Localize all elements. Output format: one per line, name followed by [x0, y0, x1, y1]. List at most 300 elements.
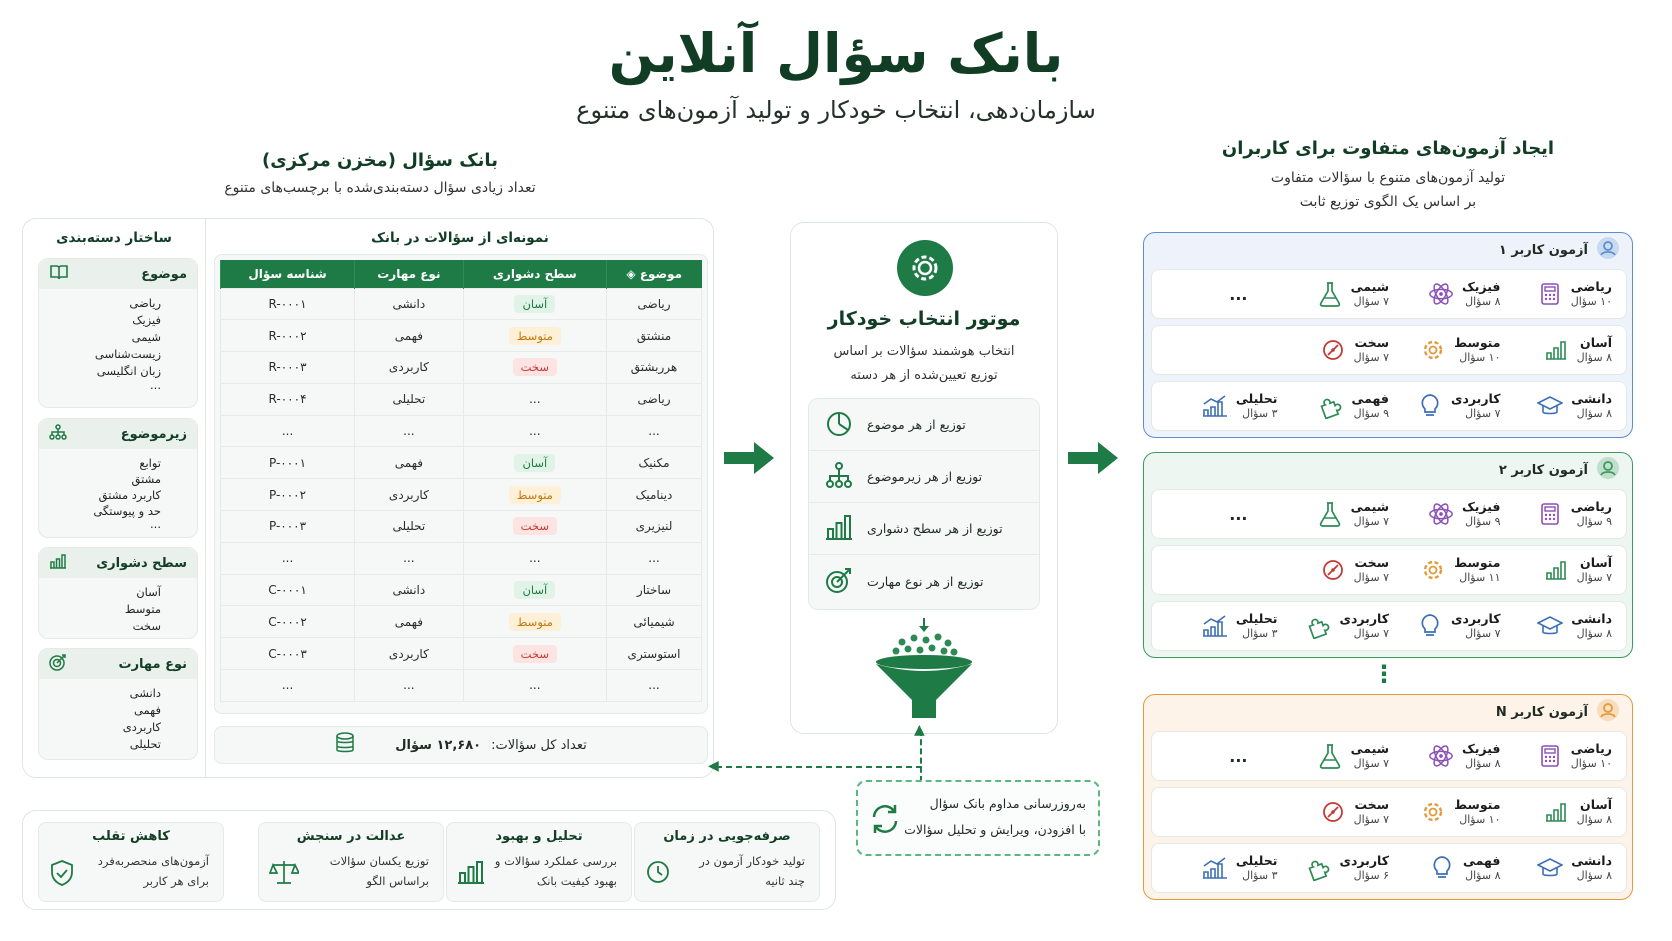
table-row — [221, 415, 702, 447]
exam-cell — [1501, 279, 1613, 309]
cell-skill: ... — [355, 415, 464, 447]
chart-icon — [1202, 613, 1228, 639]
exam-cell — [1501, 611, 1613, 641]
table-row — [221, 288, 702, 320]
exam-cell-label: کاربردی — [1339, 853, 1389, 868]
table-header-skill: نوع مهارت — [355, 260, 464, 288]
table-row — [221, 542, 702, 574]
chart-icon — [1202, 855, 1228, 881]
total-bar — [214, 726, 708, 764]
update-line-2: با افزودن، ویرایش و تحلیل سؤالات — [904, 822, 1086, 837]
bars-icon — [1543, 799, 1569, 825]
exam-cell-count: ۹ سؤال — [1465, 515, 1501, 528]
exams-heading: ایجاد آزمون‌های متفاوت برای کاربران — [1221, 138, 1555, 159]
exams-sub-1: تولید آزمون‌های متنوع با سؤالات متفاوت — [1270, 170, 1506, 186]
benefit-line: برای هر کاربر — [143, 874, 209, 888]
category-item: توابع — [139, 456, 161, 470]
category-item: کاربرد مشتق — [98, 488, 161, 502]
exam-cell-count: ۳ سؤال — [1242, 869, 1278, 882]
cell-difficulty — [463, 638, 606, 670]
database-icon — [335, 732, 355, 758]
exam-cell-text — [1571, 279, 1612, 309]
exam-row — [1151, 843, 1627, 893]
cell-skill: دانشی — [355, 288, 464, 320]
flask-icon — [1317, 501, 1343, 527]
table-row — [221, 320, 702, 352]
exam-cell-count: ۱۱ سؤال — [1459, 571, 1501, 584]
user-avatar-icon — [1596, 236, 1620, 264]
cell-skill: تحلیلی — [355, 511, 464, 543]
exam-cell — [1166, 747, 1278, 766]
exam-cell-count: ۳ سؤال — [1242, 627, 1278, 640]
exam-cell-label: دانشی — [1571, 853, 1612, 868]
benefit-line: براساس الگو — [366, 874, 429, 888]
cell-subject: ... — [607, 542, 702, 574]
shield-icon — [49, 859, 75, 891]
cell-subject: منشتق — [607, 320, 702, 352]
exam-cell — [1389, 499, 1501, 529]
table-row — [221, 574, 702, 606]
more-ellipsis: ... — [1229, 504, 1248, 524]
exam-row — [1151, 381, 1627, 431]
cell-id: R-۰۰۰۲ — [221, 320, 355, 352]
category-item: ... — [150, 378, 161, 392]
cell-difficulty — [463, 447, 606, 479]
bank-heading: بانک سؤال (مخزن مرکزی) — [262, 150, 498, 171]
cap-icon — [1537, 855, 1563, 881]
cell-difficulty: ... — [463, 383, 606, 415]
cell-skill: فهمی — [355, 447, 464, 479]
exam-cell-label: شیمی — [1350, 499, 1389, 514]
exam-cell-label: ریاضی — [1570, 279, 1612, 294]
exam-cell — [1166, 611, 1278, 641]
cell-difficulty: ... — [463, 542, 606, 574]
exam-cell-label: تحلیلی — [1235, 853, 1278, 868]
bar-chart-icon — [49, 553, 67, 573]
table-header-subject: موضوع ◈ — [607, 260, 702, 288]
exam-cell-count: ۱۰ سؤال — [1570, 295, 1612, 308]
cell-id: C-۰۰۰۳ — [221, 638, 355, 670]
exam-cell-label: فهمی — [1463, 853, 1501, 868]
cell-subject: استوستری — [607, 638, 702, 670]
bank-subheading: تعداد زیادی سؤال دسته‌بندی‌شده با برچسب‌های متنوع — [224, 180, 536, 196]
exam-cell-label: فیزیک — [1461, 279, 1501, 294]
gear-icon — [1420, 337, 1446, 363]
difficulty-badge: سخت — [513, 358, 557, 376]
hierarchy-icon — [49, 424, 67, 444]
engine-gear-icon — [897, 240, 953, 296]
cell-id: C-۰۰۰۲ — [221, 606, 355, 638]
exam-cell-text — [1236, 391, 1278, 421]
gear-icon — [1420, 557, 1446, 583]
cell-skill: تحلیلی — [355, 383, 464, 415]
exam-cell — [1166, 285, 1278, 304]
exam-cell — [1278, 797, 1390, 827]
tag-icon: ◈ — [626, 266, 636, 281]
exam-row — [1151, 269, 1627, 319]
category-item: زبان انگلیسی — [96, 364, 161, 378]
difficulty-badge: آسان — [514, 295, 555, 313]
exam-card-header — [1144, 233, 1632, 267]
cell-subject: دینامیک — [607, 479, 702, 511]
category-card-subject — [38, 258, 198, 408]
table-row — [221, 383, 702, 415]
exam-title: آزمون کاربر N — [1495, 704, 1588, 720]
cap-icon — [1537, 393, 1563, 419]
exam-card-header — [1144, 453, 1632, 487]
exam-cell — [1501, 853, 1613, 883]
exam-cell-text — [1354, 335, 1389, 365]
exam-cell-label: متوسط — [1454, 797, 1501, 812]
exam-cell-count: ۷ سؤال — [1353, 813, 1389, 826]
exam-cell-text — [1571, 499, 1612, 529]
gauge-icon — [1320, 557, 1346, 583]
exam-cell — [1389, 741, 1501, 771]
cell-subject: ریاضی — [607, 383, 702, 415]
table-row — [221, 447, 702, 479]
benefit-line: چند ثانیه — [765, 874, 805, 888]
exam-cell-text — [1462, 499, 1501, 529]
total-value: ۱۲,۶۸۰ سؤال — [395, 737, 482, 753]
difficulty-badge: آسان — [514, 581, 555, 599]
gauge-icon — [1320, 337, 1346, 363]
exam-cell-count: ۳ سؤال — [1242, 407, 1278, 420]
arrow-left-icon: ◀ — [708, 758, 719, 774]
category-item: فیزیک — [132, 313, 161, 327]
exam-cell-text — [1454, 555, 1500, 585]
exam-cell — [1278, 335, 1390, 365]
cell-subject: شیمیائی — [607, 606, 702, 638]
exam-card-header — [1144, 695, 1632, 729]
exam-cell — [1389, 335, 1501, 365]
cell-skill: کاربردی — [355, 352, 464, 384]
page-title: بانک سؤال آنلاین — [608, 22, 1064, 85]
exam-cell-label: دانشی — [1571, 391, 1612, 406]
exam-cell-label: فهمی — [1351, 391, 1389, 406]
benefit-line: تولید خودکار آزمون در — [699, 854, 805, 868]
category-item: ریاضی — [129, 296, 161, 310]
exam-cell-label: آسان — [1580, 797, 1612, 812]
exam-card — [1143, 232, 1633, 438]
calc-icon — [1537, 743, 1563, 769]
category-item: تحلیلی — [129, 737, 161, 751]
cell-skill: ... — [355, 670, 464, 702]
exam-cell-label: تحلیلی — [1235, 611, 1278, 626]
total-label: تعداد کل سؤالات: — [491, 737, 587, 753]
benefit-card — [634, 822, 820, 902]
exam-title: آزمون کاربر ۲ — [1498, 462, 1588, 478]
exams-sub-2: بر اساس یک الگوی توزیع ثابت — [1299, 194, 1477, 210]
exam-cell-count: ۸ سؤال — [1576, 869, 1612, 882]
exam-cell-text — [1577, 335, 1612, 365]
exam-cell — [1278, 279, 1390, 309]
cell-difficulty: ... — [463, 415, 606, 447]
category-card-subtopic — [38, 418, 198, 538]
atom-icon — [1428, 281, 1454, 307]
cell-skill: دانشی — [355, 574, 464, 606]
book-icon — [49, 264, 69, 284]
exam-cell — [1389, 797, 1501, 827]
cell-subject: ... — [607, 670, 702, 702]
engine-desc-2: توزیع تعیین‌شده از هر دسته — [850, 368, 998, 383]
exam-cell-text — [1454, 797, 1500, 827]
arrow-right-icon — [724, 440, 776, 480]
calc-icon — [1537, 501, 1563, 527]
cell-id: R-۰۰۰۳ — [221, 352, 355, 384]
cell-subject: مکنیک — [607, 447, 702, 479]
exam-cell-text — [1354, 555, 1389, 585]
puzzle-icon — [1306, 613, 1332, 639]
benefit-line: بهبود کیفیت بانک — [536, 874, 617, 888]
exam-cell-text — [1462, 279, 1501, 309]
cell-id: ... — [221, 670, 355, 702]
exam-row — [1151, 325, 1627, 375]
distribution-item: توزیع از هر زیرموضوع — [809, 451, 1039, 503]
difficulty-badge: سخت — [513, 517, 557, 535]
exam-cell-count: ۷ سؤال — [1353, 627, 1389, 640]
exam-cell — [1278, 853, 1390, 883]
category-label: زیرموضوع — [120, 426, 187, 442]
exam-cell-count: ۷ سؤال — [1353, 295, 1389, 308]
bulb-icon — [1429, 855, 1455, 881]
category-card-difficulty — [38, 547, 198, 639]
puzzle-icon — [1306, 855, 1332, 881]
exam-cell-text — [1451, 611, 1501, 641]
exam-title: آزمون کاربر ۱ — [1498, 242, 1588, 258]
exam-cell-count: ۹ سؤال — [1353, 407, 1389, 420]
exam-cell — [1166, 853, 1278, 883]
exam-cell-count: ۷ سؤال — [1353, 515, 1389, 528]
exam-cell-count: ۱۰ سؤال — [1459, 351, 1501, 364]
exam-cell-label: ریاضی — [1570, 741, 1612, 756]
exam-cell-label: ریاضی — [1570, 499, 1612, 514]
category-item: دانشی — [129, 686, 161, 700]
table-row — [221, 606, 702, 638]
category-item: شیمی — [131, 330, 161, 344]
exam-cell — [1501, 797, 1613, 827]
exam-cell-count: ۹ سؤال — [1576, 515, 1612, 528]
exam-cell-label: دانشی — [1571, 611, 1612, 626]
cell-difficulty — [463, 352, 606, 384]
cell-subject: ریاضی — [607, 288, 702, 320]
cell-difficulty — [463, 511, 606, 543]
exam-cell-text — [1577, 555, 1612, 585]
exam-cell-count: ۷ سؤال — [1353, 571, 1389, 584]
exam-cell-label: شیمی — [1350, 279, 1389, 294]
cell-subject: هرربشتق — [607, 352, 702, 384]
exam-cell-text — [1451, 391, 1501, 421]
exam-cell-count: ۷ سؤال — [1353, 757, 1389, 770]
arrow-up-icon: ▲ — [914, 722, 925, 738]
exam-cell-label: تحلیلی — [1235, 391, 1278, 406]
benefit-title: تحلیل و بهبود — [495, 829, 583, 844]
page-subtitle: سازمان‌دهی، انتخاب خودکار و تولید آزمون‌های متنوع — [576, 96, 1096, 124]
cell-skill: ... — [355, 542, 464, 574]
cell-id: ... — [221, 542, 355, 574]
category-label: سطح دشواری — [96, 555, 187, 571]
exam-cell-text — [1236, 853, 1278, 883]
difficulty-badge: متوسط — [509, 613, 561, 631]
exam-cell-text — [1571, 853, 1612, 883]
category-item: فهمی — [133, 703, 161, 717]
target-icon — [825, 566, 853, 597]
category-label: موضوع — [141, 266, 187, 282]
update-box — [856, 780, 1100, 856]
exam-cell-count: ۷ سؤال — [1576, 571, 1612, 584]
exam-cell-label: متوسط — [1454, 555, 1501, 570]
exam-cell-text — [1454, 335, 1500, 365]
exam-cell-count: ۱۰ سؤال — [1570, 757, 1612, 770]
exam-row — [1151, 731, 1627, 781]
exam-cell-text — [1571, 741, 1612, 771]
table-row — [221, 479, 702, 511]
exam-cell-count: ۶ سؤال — [1353, 869, 1389, 882]
category-item: حد و پیوستگی — [93, 504, 161, 518]
update-connector — [716, 766, 922, 768]
benefit-line: توزیع یکسان سؤالات — [329, 854, 429, 868]
exam-cell-text — [1463, 853, 1500, 883]
cap-icon — [1537, 613, 1563, 639]
flask-icon — [1317, 281, 1343, 307]
benefit-card — [258, 822, 444, 902]
exam-cell-text — [1351, 741, 1389, 771]
exam-cell — [1501, 335, 1613, 365]
exam-row — [1151, 601, 1627, 651]
exam-cell — [1389, 391, 1501, 421]
cell-subject: ... — [607, 415, 702, 447]
exam-cell-text — [1577, 797, 1612, 827]
exam-cell — [1501, 499, 1613, 529]
table-header-id: شناسه سؤال — [221, 260, 355, 288]
category-item: مشتق — [131, 472, 161, 486]
exam-cell-text — [1571, 391, 1612, 421]
cell-id: C-۰۰۰۱ — [221, 574, 355, 606]
more-ellipsis: ... — [1229, 284, 1248, 304]
difficulty-badge: آسان — [514, 454, 555, 472]
exam-cell-count: ۸ سؤال — [1576, 407, 1612, 420]
difficulty-badge: متوسط — [509, 486, 561, 504]
table-header-difficulty: سطح دشواری — [463, 260, 606, 288]
arrow-right-icon — [1068, 440, 1120, 480]
panel-divider — [205, 218, 206, 778]
category-item: زیست‌شناسی — [94, 347, 161, 361]
exam-cell — [1278, 555, 1390, 585]
table-row — [221, 511, 702, 543]
exam-cell-text — [1351, 279, 1389, 309]
exam-cell-label: سخت — [1354, 555, 1389, 570]
cell-skill: فهمی — [355, 606, 464, 638]
exam-cell-count: ۸ سؤال — [1465, 869, 1501, 882]
distribution-item: توزیع از هر سطح دشواری — [809, 503, 1039, 555]
target-icon — [49, 653, 67, 675]
exam-cell-label: سخت — [1354, 335, 1389, 350]
exam-card — [1143, 694, 1633, 900]
more-exams-ellipsis: ⋮ — [1372, 660, 1396, 688]
pie-chart-icon — [825, 409, 853, 440]
exam-cell-label: کاربردی — [1451, 391, 1501, 406]
exam-cell-text — [1462, 741, 1501, 771]
exam-cell-count: ۸ سؤال — [1465, 295, 1501, 308]
puzzle-icon — [1318, 393, 1344, 419]
cell-difficulty — [463, 320, 606, 352]
chart-icon — [1202, 393, 1228, 419]
gauge-icon — [1320, 799, 1346, 825]
cell-id: P-۰۰۰۲ — [221, 479, 355, 511]
exam-cell-count: ۷ سؤال — [1465, 407, 1501, 420]
exam-cell — [1278, 611, 1390, 641]
cell-skill: فهمی — [355, 320, 464, 352]
bar-chart-icon — [825, 513, 853, 544]
categories-title: ساختار دسته‌بندی — [56, 230, 172, 246]
category-item: آسان — [136, 585, 161, 599]
cell-difficulty: ... — [463, 670, 606, 702]
cell-difficulty — [463, 479, 606, 511]
distribution-item: توزیع از هر نوع مهارت — [809, 555, 1039, 607]
exam-cell-label: آسان — [1580, 555, 1612, 570]
exam-cell — [1501, 741, 1613, 771]
table-row — [221, 670, 702, 702]
distribution-item: توزیع از هر موضوع — [809, 399, 1039, 451]
exam-cell-count: ۷ سؤال — [1353, 351, 1389, 364]
category-item: ... — [150, 517, 161, 531]
exam-cell-count: ۸ سؤال — [1576, 813, 1612, 826]
exam-cell — [1389, 555, 1501, 585]
questions-table — [220, 260, 702, 702]
exam-cell — [1278, 499, 1390, 529]
exam-cell-count: ۸ سؤال — [1576, 627, 1612, 640]
cell-id: R-۰۰۰۱ — [221, 288, 355, 320]
cell-subject: ساختار — [607, 574, 702, 606]
exam-cell — [1166, 505, 1278, 524]
exam-cell-text — [1340, 853, 1390, 883]
gear-icon — [1420, 799, 1446, 825]
clock-icon — [645, 859, 671, 889]
exam-cell-count: ۱۰ سؤال — [1459, 813, 1501, 826]
benefit-title: کاهش تقلب — [92, 829, 170, 844]
cell-id: P-۰۰۰۳ — [221, 511, 355, 543]
benefit-title: صرفه‌جویی در زمان — [663, 829, 791, 844]
table-row — [221, 638, 702, 670]
exam-cell-text — [1571, 611, 1612, 641]
exam-cell-count: ۸ سؤال — [1465, 757, 1501, 770]
benefit-line: بررسی عملکرد سؤالات و — [494, 854, 617, 868]
atom-icon — [1428, 501, 1454, 527]
exam-row — [1151, 545, 1627, 595]
exam-cell-label: کاربردی — [1339, 611, 1389, 626]
exam-cell-label: فیزیک — [1461, 741, 1501, 756]
exam-cell-label: سخت — [1354, 797, 1389, 812]
exam-cell-label: کاربردی — [1451, 611, 1501, 626]
bulb-icon — [1417, 613, 1443, 639]
bar-chart-icon — [457, 859, 485, 889]
update-line-1: به‌روزرسانی مداوم بانک سؤال — [929, 796, 1086, 811]
bulb-icon — [1417, 393, 1443, 419]
engine-title: موتور انتخاب خودکار — [827, 308, 1021, 330]
bars-icon — [1543, 337, 1569, 363]
sample-title: نمونه‌ای از سؤالات در بانک — [371, 230, 549, 246]
engine-desc-1: انتخاب هوشمند سؤالات بر اساس — [833, 344, 1015, 359]
exam-cell-text — [1236, 611, 1278, 641]
difficulty-badge: سخت — [513, 645, 557, 663]
cell-difficulty — [463, 288, 606, 320]
exam-cell-label: آسان — [1580, 335, 1612, 350]
category-item: متوسط — [124, 602, 161, 616]
bars-icon — [1543, 557, 1569, 583]
cell-skill: کاربردی — [355, 479, 464, 511]
cell-difficulty — [463, 574, 606, 606]
exam-cell-text — [1354, 797, 1389, 827]
calc-icon — [1537, 281, 1563, 307]
